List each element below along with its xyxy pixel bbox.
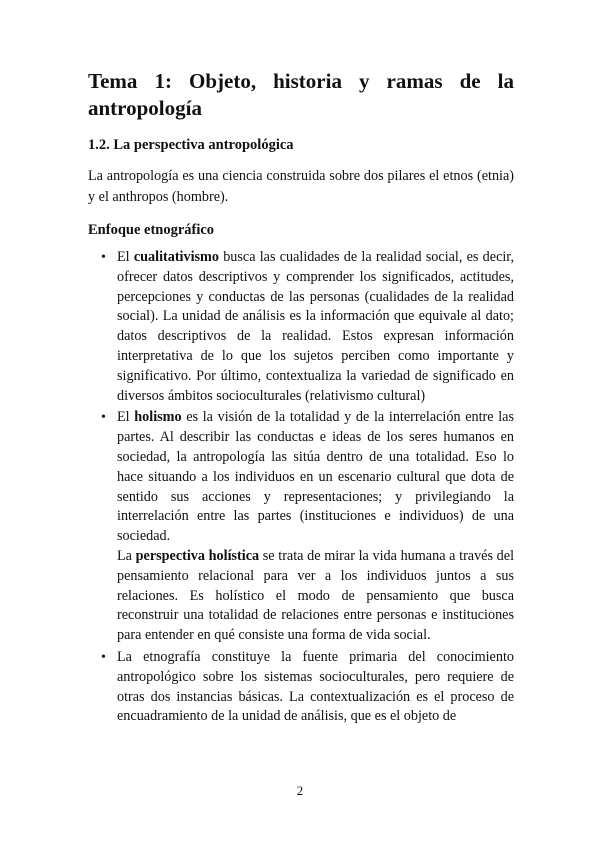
bullet-lead: El (117, 409, 135, 426)
bullet-text: busca las cualidades de la realidad social, es decir, ofrecer datos descriptivos y comprender los significados, actitudes, percepciones y conductas de las personas (cualidades de la realidad social). La unidad de análisis es la información que equivale al dato; datos descriptivos de la realidad. Estos expresan información interpretativa de lo que los sujetos perciben como importante y significativo. Por último, contextualiza la variedad de significado en diversos ámbitos socioculturales (relativismo cultural) (117, 249, 515, 404)
bullet-text: es la visión de la totalidad y de la interrelación entre las partes. Al describir las conductas e ideas de los seres humanos en sociedad, la antropología las sitúa dentro de una totalidad. Eso lo hace situando a los individuos en un escenario cultural que dota de sentido sus acciones y representaciones; y privilegiando la interrelación entre las partes (instituciones e individuos) de una sociedad. (117, 409, 514, 545)
bullet-icon: • (101, 649, 106, 665)
sub-text: se trata de mirar la vida humana a través del pensamiento relacional para ver a los individuos juntos a sus relaciones. Es holístico el modo de pensamiento que busca reconstruir una totalidad de relaciones entre personas e instituciones para entender en qué consiste una forma de vida social. (117, 547, 515, 644)
intro-paragraph: La antropología es una ciencia construida sobre dos pilares el etnos (etnia) y el anthropos (hombre). (88, 168, 514, 205)
bullet-icon: • (101, 250, 106, 265)
sub-lead: La (117, 547, 136, 564)
sub-bold-term: perspectiva holística (135, 547, 260, 564)
bullet-text: La etnografía constituye la fuente primaria del conocimiento antropológico sobre los sistemas socioculturales, pero requiere de otras dos instancias básicas. La contextualización es el proceso de encuadramiento de la unidad de análisis, que es el objeto de (117, 648, 514, 725)
bullet-item-etnografia (88, 648, 514, 727)
bullet-list (88, 248, 514, 727)
page-title: Tema 1: Objeto, historia y ramas de la antropología (88, 69, 514, 120)
section-heading: 1.2. La perspectiva antropológica (88, 137, 294, 153)
bullet-item-holismo (88, 408, 514, 646)
holistic-perspective-paragraph (117, 547, 514, 646)
bullet-item-cualitativismo (88, 248, 514, 406)
bullet-bold-term: holismo (134, 409, 182, 426)
page-content (88, 68, 514, 729)
page-number: 2 (296, 783, 304, 798)
bullet-icon: • (101, 410, 106, 426)
subheading: Enfoque etnográfico (88, 222, 215, 238)
bullet-lead: El (117, 249, 134, 265)
bullet-bold-term: cualitativismo (133, 249, 219, 265)
